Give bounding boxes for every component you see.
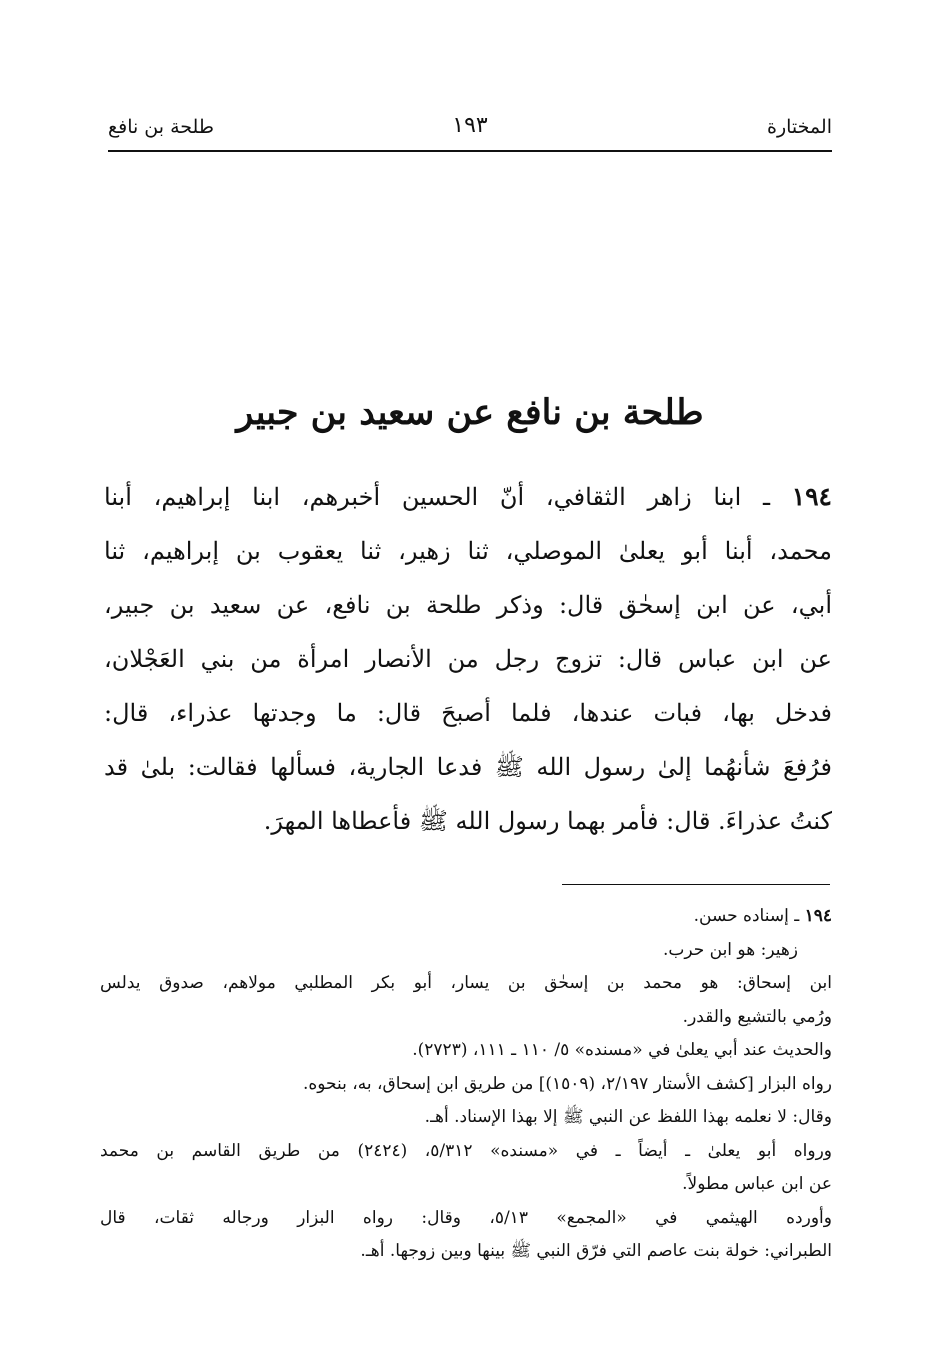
footnotes [100, 900, 832, 1269]
footnote-line: ورواه أبو يعلىٰ ـ أيضاً ـ في «مسنده» ٥/٣١٢، (٢٤٢٤) من طريق القاسم بن محمد [100, 1140, 832, 1161]
hadith-line: محمد، أبنا أبو يعلىٰ الموصلي، ثنا زهير، ثنا يعقوب بن إبراهيم، ثنا [104, 537, 832, 565]
hadith-line-text: ـ ابنا زاهر الثقافي، أنّ الحسين أخبرهم، ابنا إبراهيم، أبنا [104, 483, 770, 511]
hadith-line: فرُفعَ شأنهُما إلىٰ رسول الله ﷺ فدعا الجارية، فسألها فقالت: بلىٰ قد [104, 753, 832, 781]
footnote-number: ١٩٤ [804, 906, 832, 926]
footnote-line: وأورده الهيثمي في «المجمع» ٥/١٣، وقال: رواه البزار ورجاله ثقات، قال [100, 1207, 832, 1228]
book-title: المختارة [767, 116, 832, 138]
footnote-separator [562, 884, 830, 885]
footnote-line: ورُمي بالتشيع والقدر. [682, 1006, 832, 1027]
hadith-line [104, 470, 832, 524]
page-number: ١٩٣ [452, 113, 488, 138]
footnote-line [100, 900, 832, 934]
footnote-line: ابن إسحاق: هو محمد بن إسحٰق بن يسار، أبو بكر المطلبي مولاهم، صدوق يدلس [100, 973, 832, 993]
footnote-line: والحديث عند أبي يعلىٰ في «مسنده» ٥/ ١١٠ ـ ١١١، (٢٧٢٣). [412, 1040, 832, 1060]
footnote-line: زهير: هو ابن حرب. [662, 939, 798, 960]
footnote-line-text: ـ إسناده حسن. [693, 906, 800, 926]
hadith-text [104, 470, 832, 848]
running-header [108, 110, 832, 152]
footnote-line: الطبراني: خولة بنت عاصم التي فرّق النبي ﷺ بينها وبين زوجها. أهـ. [360, 1241, 832, 1261]
hadith-line: كنتُ عذراءَ. قال: فأمر بهما رسول الله ﷺ فأعطاها المهرَ. [263, 807, 832, 835]
footnote-line: وقال: لا نعلمه بهذا اللفظ عن النبي ﷺ إلا بهذا الإسناد. أهـ. [424, 1107, 832, 1127]
section-title: طلحة بن نافع عن سعيد بن جبير [236, 392, 704, 433]
hadith-number: ١٩٤ [791, 482, 832, 511]
hadith-line: عن ابن عباس قال: تزوج رجل من الأنصار امرأة من بني العَجْلان، [104, 645, 832, 673]
chapter-title: طلحة بن نافع [108, 116, 214, 138]
hadith-line: فدخل بها، فبات عندها، فلما أصبحَ قال: ما وجدتها عذراء، قال: [104, 699, 832, 727]
footnote-line: عن ابن عباس مطولاً. [682, 1174, 832, 1194]
hadith-line: أبي، عن ابن إسحٰق قال: وذكر طلحة بن نافع، عن سعيد بن جبير، [104, 591, 832, 619]
footnote-line: رواه البزار [كشف الأستار ٢/١٩٧، (١٥٠٩)] من طريق ابن إسحاق، به، بنحوه. [302, 1073, 832, 1094]
